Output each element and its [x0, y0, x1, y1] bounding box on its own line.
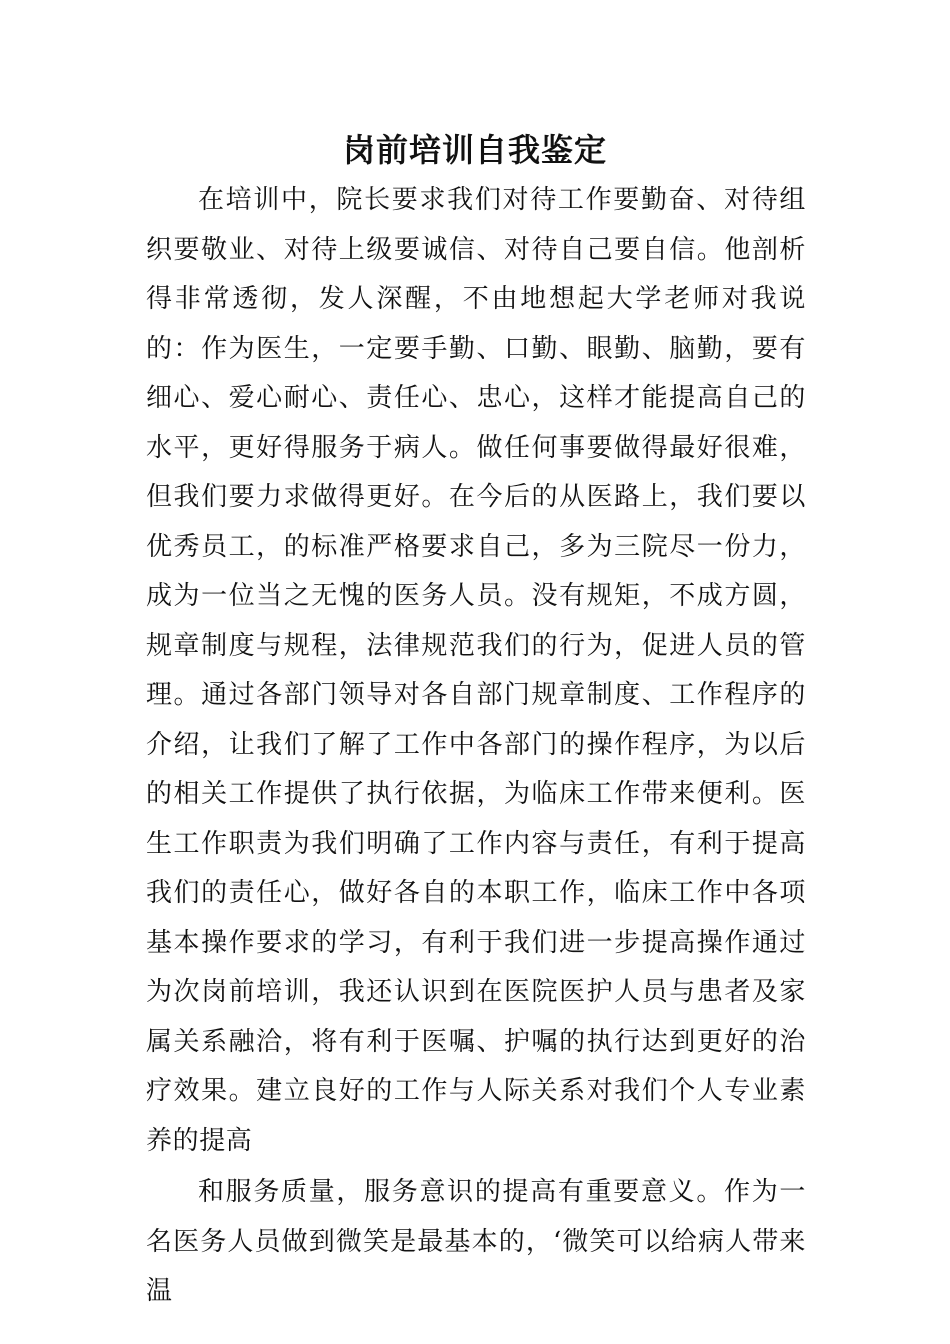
document-body	[146, 176, 806, 1317]
paragraph-2: 和服务质量，服务意识的提高有重要意义。作为一名医务人员做到微笑是最基本的，‘微笑可以给病人带来温	[146, 1177, 806, 1306]
paragraph-1: 在培训中，院长要求我们对待工作要勤奋、对待组织要敬业、对待上级要诚信、对待自己要自信。他剖析得非常透彻，发人深醒，不由地想起大学老师对我说的：作为医生，一定要手勤、口勤、眼勤、脑勤，要有细心、爱心耐心、责任心、忠心，这样才能提高自己的水平，更好得服务于病人。做任何事要做得最好很难，但我们要力求做得更好。在今后的从医路上，我们要以优秀员工，的标准严格要求自己，多为三院尽一份力，成为一位当之无愧的医务人员。没有规矩，不成方圆，规章制度与规程，法律规范我们的行为，促进人员的管理。通过各部门领导对各自部门规章制度、工作程序的介绍，让我们了解了工作中各部门的操作程序，为以后的相关工作提供了执行依据，为临床工作带来便利。医生工作职责为我们明确了工作内容与责任，有利于提高我们的责任心，做好各自的本职工作，临床工作中各项基本操作要求的学习，有利于我们进一步提高操作通过为次岗前培训，我还认识到在医院医护人员与患者及家属关系融洽，将有利于医嘱、护嘱的执行达到更好的治疗效果。建立良好的工作与人际关系对我们个人专业素养的提高	[146, 185, 806, 1156]
document-title: 岗前培训自我鉴定	[342, 131, 607, 169]
